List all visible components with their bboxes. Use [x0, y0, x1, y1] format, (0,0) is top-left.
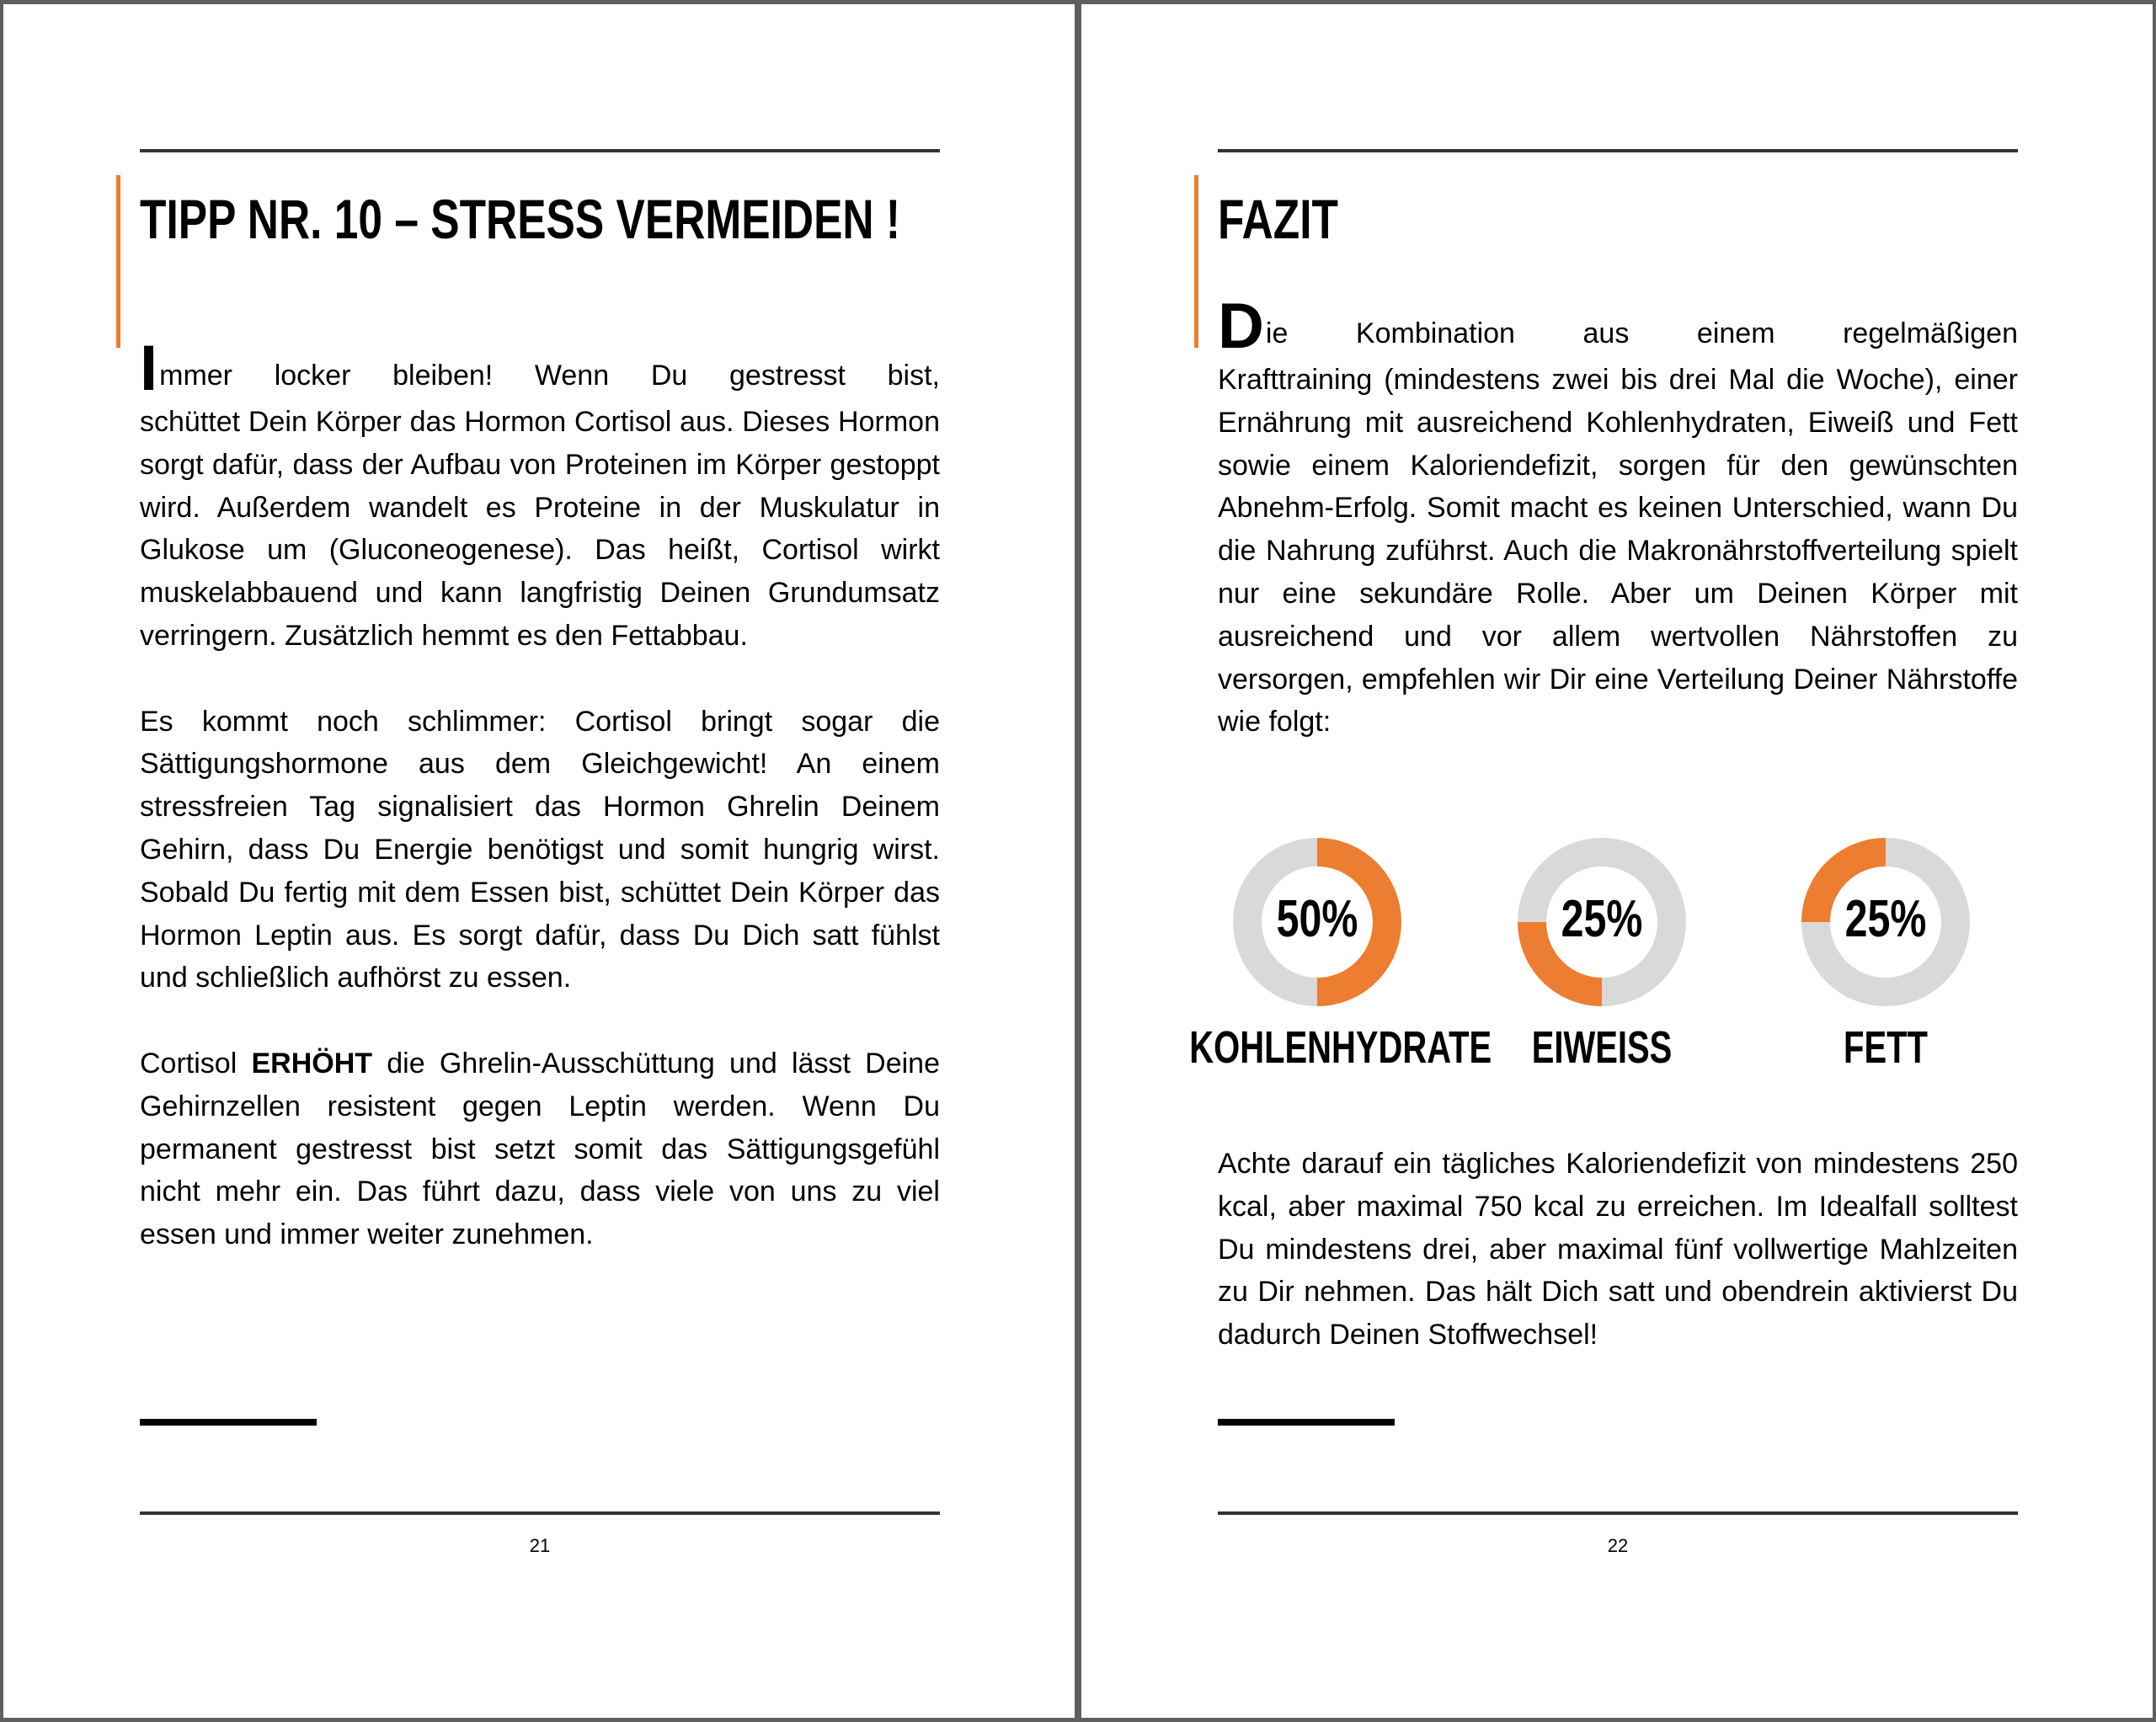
footer-rule	[140, 1511, 940, 1515]
emphasis-text: ERHÖHT	[251, 1047, 373, 1080]
paragraph-text: schüttet Dein Körper das Hormon Cortisol aus. Dieses Hormon sorgt dafür, dass der Aufbau von Proteinen im Körper gestoppt wird. Außerdem wandelt es Proteine in der Muskulatur in Glukose um (Gluconeogenese). Das heißt, Cortisol wirkt muskelabbauend und kann langfristig Deinen Grundumsatz verringern. Zusätzlich hemmt es den Fettabbau.	[140, 406, 940, 652]
drop-cap: I	[140, 333, 158, 404]
page-title: FAZIT	[1218, 188, 1338, 250]
paragraph	[1218, 291, 2018, 744]
header-rule	[140, 149, 940, 152]
donut-label: KOHLENHYDRATE	[1189, 1022, 1492, 1073]
closing-text	[1218, 1143, 2018, 1357]
page-22	[1081, 4, 2153, 1718]
section-end-rule	[140, 1419, 317, 1426]
donut-value: 25%	[1844, 890, 1927, 948]
paragraph: Es kommt noch schlimmer: Cortisol bringt sogar die Sättigungshormone aus dem Gleichgewicht! An einem stressfreien Tag signalisiert das Hormon Ghrelin Deinem Gehirn, dass Du Energie benötigst und somit hungrig wirst. Sobald Du fertig mit dem Essen bist, schüttet Dein Körper das Hormon Leptin aus. Es sorgt dafür, dass Du Dich satt fühlst und schließlich aufhörst zu essen.	[140, 705, 940, 994]
page-title: TIPP NR. 10 – STRESS VERMEIDEN !	[140, 188, 901, 250]
footer-rule	[1218, 1511, 2018, 1515]
macro-donut-carbs	[1178, 838, 1492, 1090]
paragraph	[140, 1042, 940, 1256]
donut-label: FETT	[1844, 1022, 1928, 1073]
donut-label: EIWEISS	[1531, 1022, 1673, 1073]
heading-accent-bar	[116, 175, 120, 348]
paragraph-text: Cortisol	[140, 1047, 252, 1080]
macro-donut-fat	[1747, 838, 2025, 1090]
paragraph	[140, 333, 940, 658]
donut-value: 50%	[1276, 890, 1358, 948]
body-text	[140, 333, 940, 1256]
page-number: 22	[1607, 1535, 1629, 1556]
first-line	[140, 333, 940, 404]
drop-cap: D	[1218, 291, 1264, 362]
body-text	[1218, 291, 2018, 744]
first-line-text: ie Kombination aus einem regelmäßigen	[1265, 317, 2018, 349]
first-line-text: mmer locker bleiben! Wenn Du gestresst bist,	[159, 360, 940, 392]
page-number: 21	[529, 1535, 551, 1556]
heading-accent-bar	[1194, 175, 1198, 348]
header-rule	[1218, 149, 2018, 152]
section-end-rule	[1218, 1419, 1395, 1426]
macro-donut-protein	[1463, 838, 1741, 1090]
paragraph: Achte darauf ein tägliches Kaloriendefizit von mindestens 250 kcal, aber maximal 750 kcal zu erreichen. Im Idealfall solltest Du mindestens drei, aber maximal fünf vollwertige Mahlzeiten zu Dir nehmen. Das hält Dich satt und obendrein aktivierst Du dadurch Deinen Stoffwechsel!	[1218, 1148, 2018, 1351]
donut-value: 25%	[1561, 890, 1643, 948]
page-21	[3, 4, 1075, 1718]
first-line	[1218, 291, 2018, 362]
paragraph-text: die Ghrelin-Ausschüttung und lässt Deine Gehirnzellen resistent gegen Leptin werden. Wenn Du permanent gestresst bist setzt somit das Sättigungsgefühl nicht mehr ein. Das führt dazu, dass viele von uns zu viel essen und immer weiter zunehmen.	[140, 1047, 940, 1251]
paragraph-text: Krafttraining (mindestens zwei bis drei Mal die Woche), einer Ernährung mit ausreichend Kohlenhydraten, Eiweiß und Fett sowie einem Kaloriendefizit, sorgen für den gewünschten Abnehm-Erfolg. Somit macht es keinen Unterschied, wann Du die Nahrung zuführst. Auch die Makronährstoffverteilung spielt nur eine sekundäre Rolle. Aber um Deinen Körper mit ausreichend und vor allem wertvollen Nährstoffen zu versorgen, empfehlen wir Dir eine Verteilung Deiner Nährstoffe wie folgt:	[1218, 364, 2018, 738]
